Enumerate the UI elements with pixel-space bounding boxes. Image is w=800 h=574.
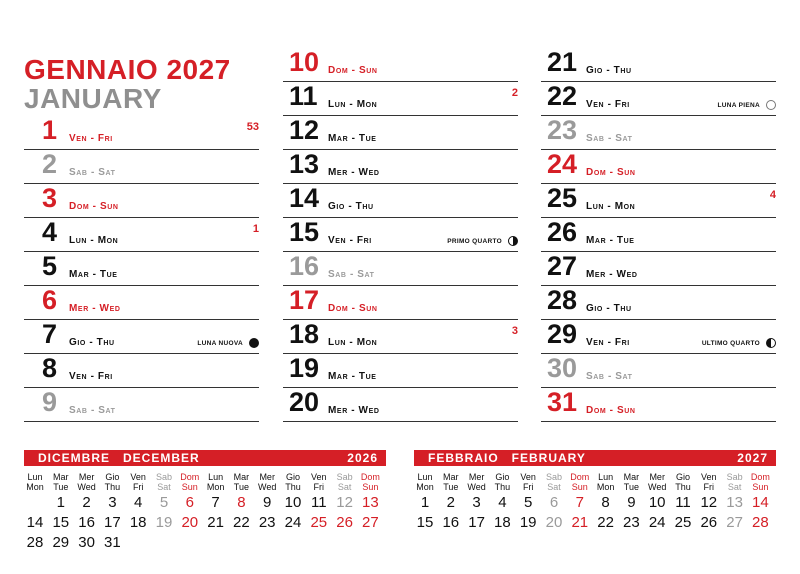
day-row (283, 251, 518, 286)
mini-day: 4 (498, 494, 507, 511)
weekday-it: Sab (155, 472, 172, 482)
day-row (283, 319, 518, 354)
weekday-header (228, 472, 254, 492)
weekday-header (151, 472, 177, 492)
weekday-en: Fri (703, 482, 715, 492)
mini-day: 17 (468, 514, 485, 531)
mini-day: 3 (472, 494, 481, 511)
day-number: 1 (42, 115, 58, 145)
weekday-en: Thu (285, 482, 301, 492)
day-name: Lun - Mon (586, 201, 636, 212)
day-row (24, 251, 259, 286)
day-number: 27 (547, 251, 578, 281)
mini-day: 27 (362, 514, 379, 531)
weekday-it: Dom (750, 472, 770, 482)
day-number: 20 (289, 387, 320, 417)
day-row (541, 183, 776, 218)
weekday-header (489, 472, 515, 492)
month-title-english: JANUARY (24, 83, 162, 114)
mini-day: 18 (129, 514, 147, 531)
day-row (283, 387, 518, 422)
week-number: 53 (246, 121, 259, 133)
day-number: 17 (289, 285, 320, 315)
mini-calendar-december (24, 450, 386, 551)
weekday-header (567, 472, 593, 492)
weekday-it: Ven (520, 472, 536, 482)
mini-day: 27 (726, 514, 743, 531)
weekday-it: Lun (598, 472, 614, 482)
mini-day: 21 (207, 514, 224, 531)
weekday-header (74, 472, 100, 492)
mini-day: 3 (108, 494, 117, 511)
day-name: Dom - Sun (586, 405, 636, 416)
day-row (541, 387, 776, 422)
day-number: 5 (42, 251, 58, 281)
weekday-header (412, 472, 438, 492)
weekday-en: Fri (132, 482, 144, 492)
weekday-en: Wed (258, 482, 277, 492)
weekday-en: Thu (675, 482, 691, 492)
day-number: 10 (289, 47, 320, 77)
mini-day: 20 (545, 514, 563, 531)
day-name: Gio - Thu (586, 303, 632, 314)
weekday-en: Sun (362, 482, 379, 492)
day-number: 11 (289, 81, 318, 111)
day-number: 3 (42, 183, 58, 213)
weekday-it: Ven (311, 472, 327, 482)
weekday-en: Wed (467, 482, 486, 492)
mini-day: 17 (104, 514, 121, 531)
mini-day: 26 (700, 514, 718, 531)
day-number: 18 (289, 319, 320, 349)
day-name: Mer - Wed (69, 303, 121, 314)
day-name: Mar - Tue (586, 235, 635, 246)
day-row (541, 353, 776, 388)
day-number: 28 (547, 285, 578, 315)
mini-day: 24 (648, 514, 666, 531)
day-row (541, 115, 776, 150)
day-number: 31 (547, 387, 578, 417)
weekday-it: Mar (623, 472, 640, 482)
weekday-header (541, 472, 567, 492)
mini-day: 2 (82, 494, 91, 511)
day-number: 24 (547, 149, 578, 179)
weekday-it: Dom (570, 472, 590, 482)
weekday-header (696, 472, 722, 492)
weekday-it: Mar (443, 472, 459, 482)
weekday-en: Wed (77, 482, 96, 492)
moon-phase-label: PRIMO QUARTO (447, 238, 502, 245)
weekday-it: Sab (545, 472, 562, 482)
weekday-it: Dom (180, 472, 200, 482)
mini-day: 13 (726, 494, 743, 511)
mini-calendar-year: 2026 (347, 451, 378, 465)
mini-day: 13 (362, 494, 379, 511)
mini-day: 28 (752, 514, 769, 531)
weekday-header (644, 472, 670, 492)
weekday-header (670, 472, 696, 492)
mini-day: 6 (185, 494, 194, 511)
weekday-en: Wed (648, 482, 667, 492)
day-row (24, 115, 259, 150)
mini-day: 22 (233, 514, 250, 531)
day-name: Lun - Mon (328, 99, 378, 110)
weekday-header (747, 472, 773, 492)
day-number: 16 (289, 251, 320, 281)
day-name: Sab - Sat (586, 133, 633, 144)
day-name: Sab - Sat (69, 167, 116, 178)
day-row (24, 149, 259, 184)
weekday-header (177, 472, 203, 492)
weekday-en: Tue (233, 482, 249, 492)
moon-phase-icon (508, 236, 518, 246)
day-number: 12 (289, 115, 320, 145)
weekday-en: Mon (596, 482, 615, 492)
weekday-header (515, 472, 541, 492)
weekday-header (332, 472, 358, 492)
mini-calendar-year: 2027 (737, 451, 768, 465)
day-name: Sab - Sat (586, 371, 633, 382)
weekday-it: Mar (53, 472, 69, 482)
day-row (283, 149, 518, 184)
mini-day: 22 (597, 514, 614, 531)
day-number: 29 (547, 319, 578, 349)
weekday-it: Ven (701, 472, 717, 482)
day-row (24, 217, 259, 252)
mini-day: 8 (601, 494, 610, 511)
day-number: 9 (42, 387, 58, 417)
mini-day: 16 (78, 514, 95, 531)
day-number: 6 (42, 285, 58, 315)
mini-day: 18 (494, 514, 511, 531)
moon-phase-icon (766, 338, 776, 348)
weekday-en: Sat (157, 482, 171, 492)
day-row (541, 47, 776, 82)
day-name: Dom - Sun (69, 201, 119, 212)
mini-day: 23 (623, 514, 640, 531)
weekday-en: Tue (53, 482, 69, 492)
weekday-it: Mer (259, 472, 275, 482)
weekday-en: Tue (443, 482, 459, 492)
day-name: Lun - Mon (69, 235, 119, 246)
day-row (283, 353, 518, 388)
weekday-it: Gio (285, 472, 300, 482)
day-name: Ven - Fri (69, 371, 113, 382)
day-number: 15 (289, 217, 320, 247)
weekday-it: Sab (336, 472, 353, 482)
day-row (24, 387, 259, 422)
mini-day: 10 (284, 494, 302, 511)
day-name: Gio - Thu (586, 65, 632, 76)
mini-calendar-header (24, 450, 386, 466)
day-name: Sab - Sat (328, 269, 375, 280)
mini-day: 1 (420, 494, 430, 511)
weekday-header (464, 472, 490, 492)
mini-day: 12 (336, 494, 353, 511)
mini-day: 26 (336, 514, 353, 531)
day-number: 4 (42, 217, 58, 247)
mini-day: 25 (674, 514, 692, 531)
day-row (541, 217, 776, 252)
day-number: 7 (42, 319, 58, 349)
weekday-it: Ven (130, 472, 146, 482)
moon-phase-label: LUNA PIENA (717, 102, 760, 109)
mini-day: 31 (104, 534, 121, 551)
mini-day: 7 (211, 494, 220, 511)
day-row (24, 319, 259, 354)
weekday-it: Lun (208, 472, 224, 482)
weekday-header (357, 472, 383, 492)
mini-day: 1 (56, 494, 65, 511)
mini-day: 16 (442, 514, 460, 531)
day-row (541, 81, 776, 116)
mini-day: 15 (416, 514, 434, 531)
day-name: Lun - Mon (328, 337, 378, 348)
day-number: 19 (289, 353, 320, 383)
weekday-en: Sat (727, 482, 742, 492)
weekday-it: Sab (726, 472, 743, 482)
day-name: Gio - Thu (328, 201, 374, 212)
week-number: 3 (511, 325, 518, 337)
weekday-en: Thu (104, 482, 121, 492)
weekday-header (254, 472, 280, 492)
day-row (541, 285, 776, 320)
day-name: Mar - Tue (328, 371, 377, 382)
mini-day: 5 (159, 494, 169, 511)
mini-calendar-header (414, 450, 776, 466)
mini-day: 14 (752, 494, 769, 511)
week-number: 2 (511, 87, 518, 99)
weekday-en: Fri (522, 482, 534, 492)
weekday-en: Sun (181, 482, 198, 492)
weekday-header (438, 472, 464, 492)
moon-phase-label: LUNA NUOVA (197, 340, 243, 347)
week-number: 4 (769, 189, 776, 201)
mini-day: 4 (134, 494, 143, 511)
weekday-header (125, 472, 151, 492)
mini-day: 19 (155, 514, 173, 531)
mini-day: 30 (78, 534, 95, 551)
day-name: Ven - Fri (328, 235, 372, 246)
weekday-en: Tue (623, 482, 639, 492)
day-number: 30 (547, 353, 578, 383)
day-number: 21 (547, 47, 578, 77)
day-name: Mar - Tue (69, 269, 118, 280)
mini-day: 21 (571, 514, 589, 531)
day-name: Mar - Tue (328, 133, 377, 144)
mini-day: 23 (258, 514, 276, 531)
weekday-it: Lun (27, 472, 43, 482)
mini-day: 6 (549, 494, 559, 511)
mini-calendar-month: DICEMBRE DECEMBER (38, 451, 200, 465)
mini-day: 20 (181, 514, 199, 531)
weekday-header (306, 472, 332, 492)
mini-day: 28 (26, 534, 44, 551)
weekday-it: Mar (233, 472, 250, 482)
weekday-header (593, 472, 619, 492)
mini-day: 11 (675, 494, 691, 511)
moon-phase-icon (249, 338, 259, 348)
weekday-en: Mon (26, 482, 44, 492)
weekday-en: Mon (206, 482, 225, 492)
mini-day: 19 (519, 514, 537, 531)
month-title-italian: GENNAIO 2027 (24, 54, 231, 85)
day-name: Ven - Fri (586, 337, 630, 348)
day-name: Gio - Thu (69, 337, 115, 348)
day-name: Dom - Sun (328, 65, 378, 76)
day-row (283, 183, 518, 218)
day-row (283, 217, 518, 252)
weekday-header (618, 472, 644, 492)
weekday-header (280, 472, 306, 492)
weekday-it: Mer (649, 472, 665, 482)
weekday-it: Gio (105, 472, 120, 482)
day-row (24, 353, 259, 388)
month-title (24, 56, 231, 113)
weekday-en: Sun (752, 482, 769, 492)
mini-day: 10 (648, 494, 666, 511)
weekday-it: Gio (495, 472, 510, 482)
mini-day: 14 (26, 514, 44, 531)
day-name: Mer - Wed (328, 405, 380, 416)
weekday-header (99, 472, 125, 492)
weekday-en: Thu (494, 482, 511, 492)
mini-day: 2 (446, 494, 455, 511)
weekday-en: Sat (547, 482, 561, 492)
day-row (283, 285, 518, 320)
mini-day: 25 (310, 514, 328, 531)
weekday-it: Dom (360, 472, 380, 482)
weekday-header (48, 472, 74, 492)
day-name: Ven - Fri (586, 99, 630, 110)
day-number: 23 (547, 115, 578, 145)
moon-phase-label: ULTIMO QUARTO (701, 340, 760, 347)
weekday-it: Lun (417, 472, 433, 482)
day-number: 22 (547, 81, 578, 111)
weekday-it: Mer (78, 472, 95, 482)
day-name: Dom - Sun (586, 167, 636, 178)
weekday-it: Gio (675, 472, 690, 482)
day-name: Mer - Wed (328, 167, 380, 178)
day-number: 26 (547, 217, 578, 247)
mini-calendar-february (414, 450, 776, 531)
mini-day: 9 (627, 494, 636, 511)
day-name: Mer - Wed (586, 269, 638, 280)
day-row (541, 251, 776, 286)
day-number: 13 (289, 149, 320, 179)
day-row (283, 81, 518, 116)
weekday-header (22, 472, 48, 492)
mini-day: 8 (237, 494, 246, 511)
day-name: Ven - Fri (69, 133, 113, 144)
day-number: 14 (289, 183, 320, 213)
week-number: 1 (252, 223, 259, 235)
day-name: Dom - Sun (328, 303, 378, 314)
weekday-en: Sat (337, 482, 352, 492)
day-row (24, 183, 259, 218)
weekday-header (722, 472, 748, 492)
weekday-en: Sun (571, 482, 588, 492)
day-number: 2 (42, 149, 58, 179)
day-name: Sab - Sat (69, 405, 116, 416)
weekday-en: Fri (313, 482, 325, 492)
weekday-en: Mon (416, 482, 434, 492)
day-row (283, 47, 518, 82)
mini-day: 7 (575, 494, 584, 511)
day-number: 25 (547, 183, 578, 213)
day-number: 8 (42, 353, 58, 383)
mini-day: 5 (524, 494, 533, 511)
mini-day: 12 (700, 494, 718, 511)
moon-phase-icon (766, 100, 776, 110)
day-row (283, 115, 518, 150)
mini-day: 11 (311, 494, 327, 511)
mini-day: 24 (284, 514, 302, 531)
mini-day: 9 (263, 494, 272, 511)
weekday-it: Mer (468, 472, 485, 482)
mini-day: 29 (52, 534, 70, 551)
mini-calendar-month: FEBBRAIO FEBRUARY (428, 451, 586, 465)
weekday-header (203, 472, 229, 492)
day-row (541, 319, 776, 354)
day-row (541, 149, 776, 184)
day-row (24, 285, 259, 320)
mini-day: 15 (52, 514, 70, 531)
